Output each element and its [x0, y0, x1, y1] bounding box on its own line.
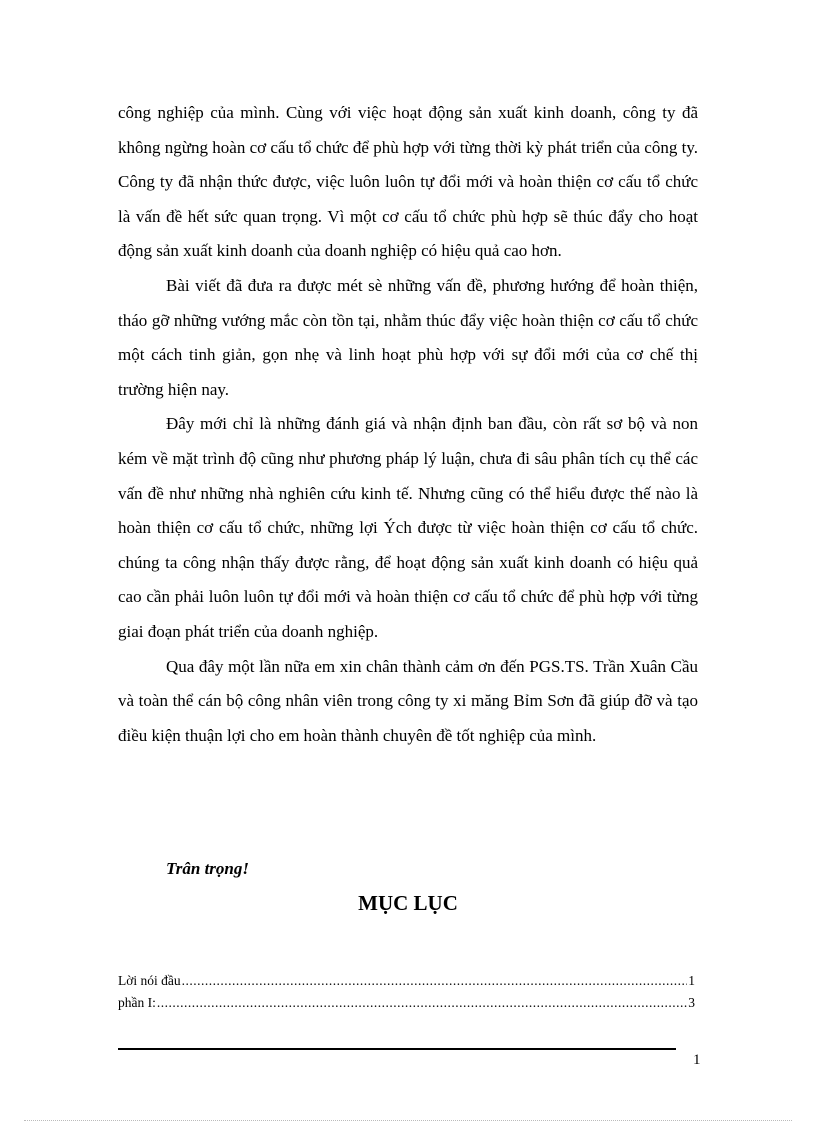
toc-entry-page: 1 [688, 973, 695, 988]
toc-entry-label: Lời nói đầu [118, 973, 181, 988]
toc-dot-leader [157, 992, 687, 1014]
toc-entry[interactable] [118, 970, 695, 992]
paragraph-acknowledgement: Qua đây một lần nữa em xin chân thành cảm ơn đến PGS.TS. Trần Xuân Cầu và toàn thể cán bộ công nhân viên trong công ty xi măng Bỉm Sơn đã giúp đỡ và tạo điều kiện thuận lợi cho em hoàn thành chuyên đề tốt nghiệp của mình. [118, 656, 698, 745]
paragraph-continuation: công nghiệp của mình. Cùng với việc hoạt động sản xuất kinh doanh, công ty đã không ngừng hoàn cơ cấu tổ chức để phù hợp với từng thời kỳ phát triển của công ty. Công ty đã nhận thức được, việc luôn luôn tự đổi mới và hoàn thiện cơ cấu tổ chức là vấn đề hết sức quan trọng. Vì một cơ cấu tổ chức phù hợp sẽ thúc đẩy cho hoạt động sản xuất kinh doanh của doanh nghiệp có hiệu quả cao hơn. [118, 103, 698, 261]
toc-title: MỤC LỤC [358, 891, 458, 915]
page-break-divider [24, 1120, 792, 1121]
table-of-contents [118, 970, 695, 1014]
page-number: 1 [693, 1052, 701, 1068]
toc-entry[interactable] [118, 992, 695, 1014]
toc-entry-label: phần I: [118, 995, 156, 1010]
toc-dot-leader [182, 970, 688, 992]
footer-divider [118, 1048, 676, 1050]
closing-salutation: Trân trọng! [166, 859, 249, 878]
paragraph-summary: Bài viết đã đưa ra được mét sè những vấn đề, phương hướng để hoàn thiện, tháo gỡ những vướng mắc còn tồn tại, nhằm thúc đẩy việc hoàn thiện cơ cấu tổ chức một cách tinh giản, gọn nhẹ và linh hoạt phù hợp với sự đổi mới của cơ chế thị trường hiện nay. [118, 275, 698, 399]
toc-entry-page: 3 [688, 995, 695, 1010]
body-text [118, 96, 698, 753]
paragraph-assessment: Đây mới chỉ là những đánh giá và nhận định ban đầu, còn rất sơ bộ và non kém về mặt trình độ cũng như phương pháp lý luận, chưa đi sâu phân tích cụ thể các vấn đề như những nhà nghiên cứu kinh tế. Nhưng cũng có thể hiểu được thế nào là hoàn thiện cơ cấu tổ chức, những lợi Ých được từ việc hoàn thiện cơ cấu tổ chức. chúng ta công nhận thấy được rằng, để hoạt động sản xuất kinh doanh có hiệu quả cao cần phải luôn luôn tự đổi mới và hoàn thiện cơ cấu tổ chức để phù hợp với từng giai đoạn phát triển của doanh nghiệp. [118, 414, 698, 641]
